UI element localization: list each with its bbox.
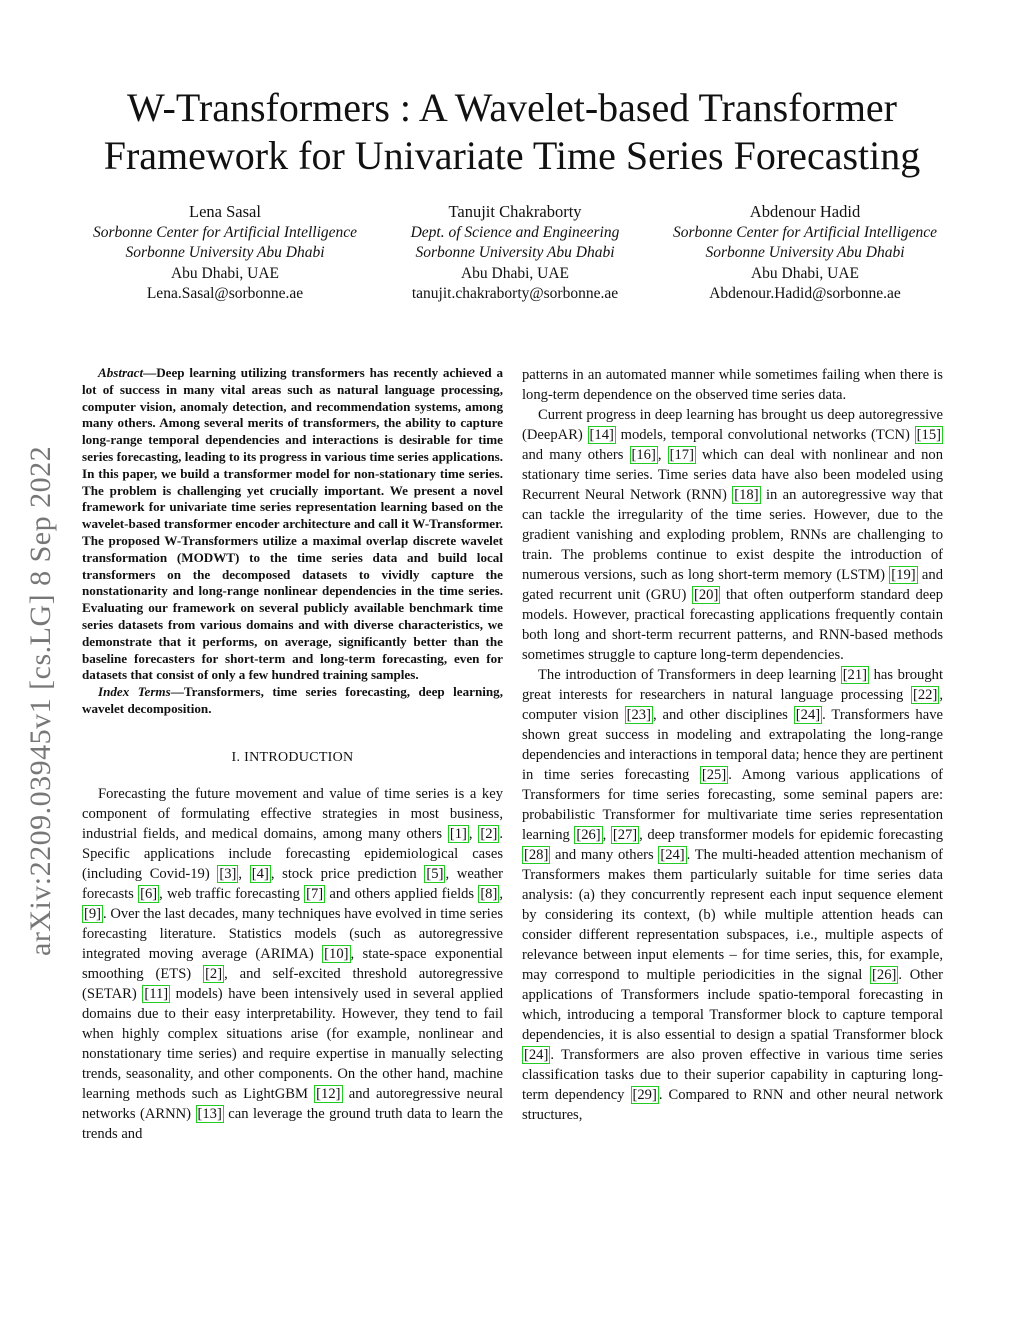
title-line-2: Framework for Univariate Time Series Forecasting [103, 133, 921, 178]
author-email[interactable]: Lena.Sasal@sorbonne.ae [146, 285, 304, 303]
citation-link[interactable]: [26] [576, 827, 601, 843]
citation-link[interactable]: [5] [426, 865, 444, 882]
citation-link[interactable]: [15] [916, 427, 941, 443]
citation-link[interactable]: [8] [480, 885, 498, 902]
citation-link[interactable]: [7] [306, 885, 324, 902]
index-terms-text: —Transformers, time series forecasting, deep learning, wavelet decomposition. [82, 684, 503, 716]
citation-link[interactable]: [9] [84, 905, 102, 922]
abstract-text: —Deep learning utilizing transformers has recently achieved a lot of success in many vital areas such as natural language processing, computer vision, anomaly detection, and recommendation systems, among many others. Among several merits of transformers, the ability to capture long-range temporal dependencies and interactions is desirable for time series forecasting, leading to its progress in various time series applications. In this paper, we build a transformer model for non-stationary time series. The problem is challenging yet crucially important. We present a novel framework for univariate time series representation learning based on the wavelet-based transformer encoder architecture and call it W-Transformer. The proposed W-Transformers utilize a maximal overlap discrete wavelet transformation (MODWT) to the time series data and build local transformers on the decomposed datasets to vividly capture the nonstationarity and long-range nonlinear dependencies in the time series. Evaluating our framework on several publicly available benchmark time series datasets from various domains and with diverse characteristics, we demonstrate that it performs, on average, significantly better than the baseline forecasters for short-term and long-term forecasting, even for datasets that consist of only a few hundred training samples. [82, 365, 503, 683]
citation-link[interactable]: [2] [480, 825, 498, 842]
citation-link[interactable]: [25] [701, 767, 727, 783]
section-title-rest: NTRODUCTION [249, 749, 354, 765]
section-first-letter: I [244, 749, 250, 765]
citation-link[interactable]: [6] [140, 885, 158, 902]
author-name: Tanujit Chakraborty [448, 202, 582, 221]
citation-link[interactable]: [1] [449, 825, 467, 842]
author-name: Lena Sasal [189, 202, 261, 221]
citation-link[interactable]: [28] [524, 847, 549, 863]
citation-link[interactable]: [12] [316, 1085, 341, 1102]
arxiv-sidebar [22, 366, 64, 956]
citation-link[interactable]: [3] [219, 865, 237, 882]
paper-title [60, 84, 964, 180]
citation-link[interactable]: [16] [631, 447, 656, 463]
citation-link[interactable]: [27] [612, 827, 638, 843]
citation-link[interactable]: [24] [660, 847, 685, 863]
citation-link[interactable]: [19] [891, 567, 916, 583]
citation-link[interactable]: [14] [589, 427, 614, 443]
left-column [82, 365, 503, 1144]
author-email[interactable]: Abdenour.Hadid@sorbonne.ae [709, 285, 901, 303]
section-numeral: I. [231, 749, 245, 765]
section-heading-introduction [82, 748, 503, 768]
author-name: Abdenour Hadid [749, 202, 861, 221]
citation-link[interactable]: [24] [524, 1047, 549, 1063]
author-1 [80, 202, 370, 305]
citation-link[interactable]: [10] [324, 945, 349, 962]
citation-link[interactable]: [23] [626, 707, 651, 723]
arxiv-stamp[interactable]: arXiv:2209.03945v1 [cs.LG] 8 Sep 2022 [24, 445, 57, 956]
index-terms-lead: Index Terms [98, 684, 171, 700]
intro-paragraph-2: Current progress in deep learning has brought us deep autoregressive (DeepAR) [14] models, temporal convolutional networks (TCN) [15] and many others [16] , [17] which can deal with nonlinear and non stationary time series. Time series data have also been modeled using Recurrent Neural Network (RNN) [18] in an autoregressive way that can tackle the irregularity of the time series. However, due to the gradient vanishing and exploding problem, RNNs are challenging to train. The problems continue to exist despite the introduction of numerous versions, such as long short-term memory (LSTM) [19] and gated recurrent unit (GRU) [20] that often outperform standard deep models. However, practical forecasting applications frequently contain both long and short-term recurrent patterns, and RNN-based methods sometimes struggle to capture long-term dependencies. [522, 407, 943, 663]
citation-link[interactable]: [2] [205, 965, 223, 982]
author-3 [660, 202, 950, 305]
author-location: Abu Dhabi, UAE [170, 264, 280, 282]
intro-paragraph-1: Forecasting the future movement and value of time series is a key component of formulating effective strategies in most business, industrial fields, and medical domains, among many others [1] , [2] . Specific applications include forecasting epidemiological cases (including Covid-19) [3] , [4] , stock price prediction [5] , weather forecasts [6] , web traffic forecasting [7] and others applied fields [8] , [9] . Over the last decades, many techniques have evolved in time series forecasting literature. Statistics models (such as autoregressive integrated moving average (ARIMA) [10] , state-space exponential smoothing (ETS) [2] , and self-excited threshold autoregressive (SETAR) [11] models) have been intensively used in several applied domains due to their easy interpretability. However, they tend to fail when highly complex situations arise (for example, nonlinear and nonstationary time series) and require expertise in manually selecting trends, seasonality, and other components. On the other hand, machine learning methods such as LightGBM [12] and autoregressive neural networks (ARNN) [13] can leverage the ground truth data to learn the trends and [82, 785, 504, 1142]
author-affiliation: Sorbonne Center for Artificial Intelligence [672, 223, 938, 241]
title-line-1: W-Transformers : A Wavelet-based Transformer [127, 85, 897, 130]
author-institution: Sorbonne University Abu Dhabi [705, 244, 905, 262]
citation-link[interactable]: [18] [734, 487, 759, 503]
intro-paragraph-3: The introduction of Transformers in deep learning [21] has brought great interests for researchers in natural language processing [22] , computer vision [23] , and other disciplines [24] . Transformers have shown great success in modeling and extrapolating the long-range dependencies and interactions in temporal data; hence they are pertinent in time series forecasting [25] . Among various applications of Transformers for time series forecasting, some seminal papers are: probabilistic Transformer for multivariate time series representation learning [26] , [27] , deep transformer models for epidemic forecasting [28] and many others [24] . The multi-headed attention mechanism of Transformers makes them particularly suitable for time series data analysis: (a) they concurrently represent each input sequence element by considering its context, (b) while multiple attention heads can consider different representation subspaces, i.e., multiple aspects of relevance between input elements – for time series, this, for example, may correspond to multiple periodicities in the signal [26] . Other applications of Transformers include spatio-temporal forecasting in which, introducing a temporal Transformer block to capture temporal dependencies, it is also essential to design a spatial Transformer block [24] . Transformers are also proven effective in various time series classification tasks due to their superior capability in capturing long-term dependency [29] . Compared to RNN and other neural network structures, [522, 667, 944, 1123]
author-institution: Sorbonne University Abu Dhabi [125, 244, 325, 262]
author-affiliation: Dept. of Science and Engineering [410, 223, 620, 241]
abstract [82, 365, 503, 684]
author-email[interactable]: tanujit.chakraborty@sorbonne.ae [411, 285, 619, 303]
citation-link[interactable]: [4] [251, 865, 269, 882]
intro-paragraph-continued: patterns in an automated manner while sometimes failing when there is long-term dependence on the observed time series data. [522, 367, 943, 403]
abstract-lead: Abstract [98, 365, 144, 380]
citation-link[interactable]: [26] [872, 967, 897, 983]
author-affiliation: Sorbonne Center for Artificial Intelligence [92, 223, 358, 241]
author-location: Abu Dhabi, UAE [750, 264, 860, 282]
citation-link[interactable]: [20] [694, 587, 719, 603]
citation-link[interactable]: [22] [913, 687, 938, 703]
citation-link[interactable]: [29] [632, 1087, 657, 1103]
citation-link[interactable]: [24] [795, 707, 821, 723]
citation-link[interactable]: [17] [669, 447, 694, 463]
right-column [522, 365, 943, 1125]
citation-link[interactable]: [11] [144, 985, 169, 1002]
author-location: Abu Dhabi, UAE [460, 264, 570, 282]
citation-link[interactable]: [21] [842, 667, 868, 683]
citation-link[interactable]: [13] [197, 1105, 222, 1122]
author-block [80, 202, 950, 305]
author-institution: Sorbonne University Abu Dhabi [415, 244, 615, 262]
author-2 [370, 202, 660, 305]
index-terms [82, 684, 503, 718]
